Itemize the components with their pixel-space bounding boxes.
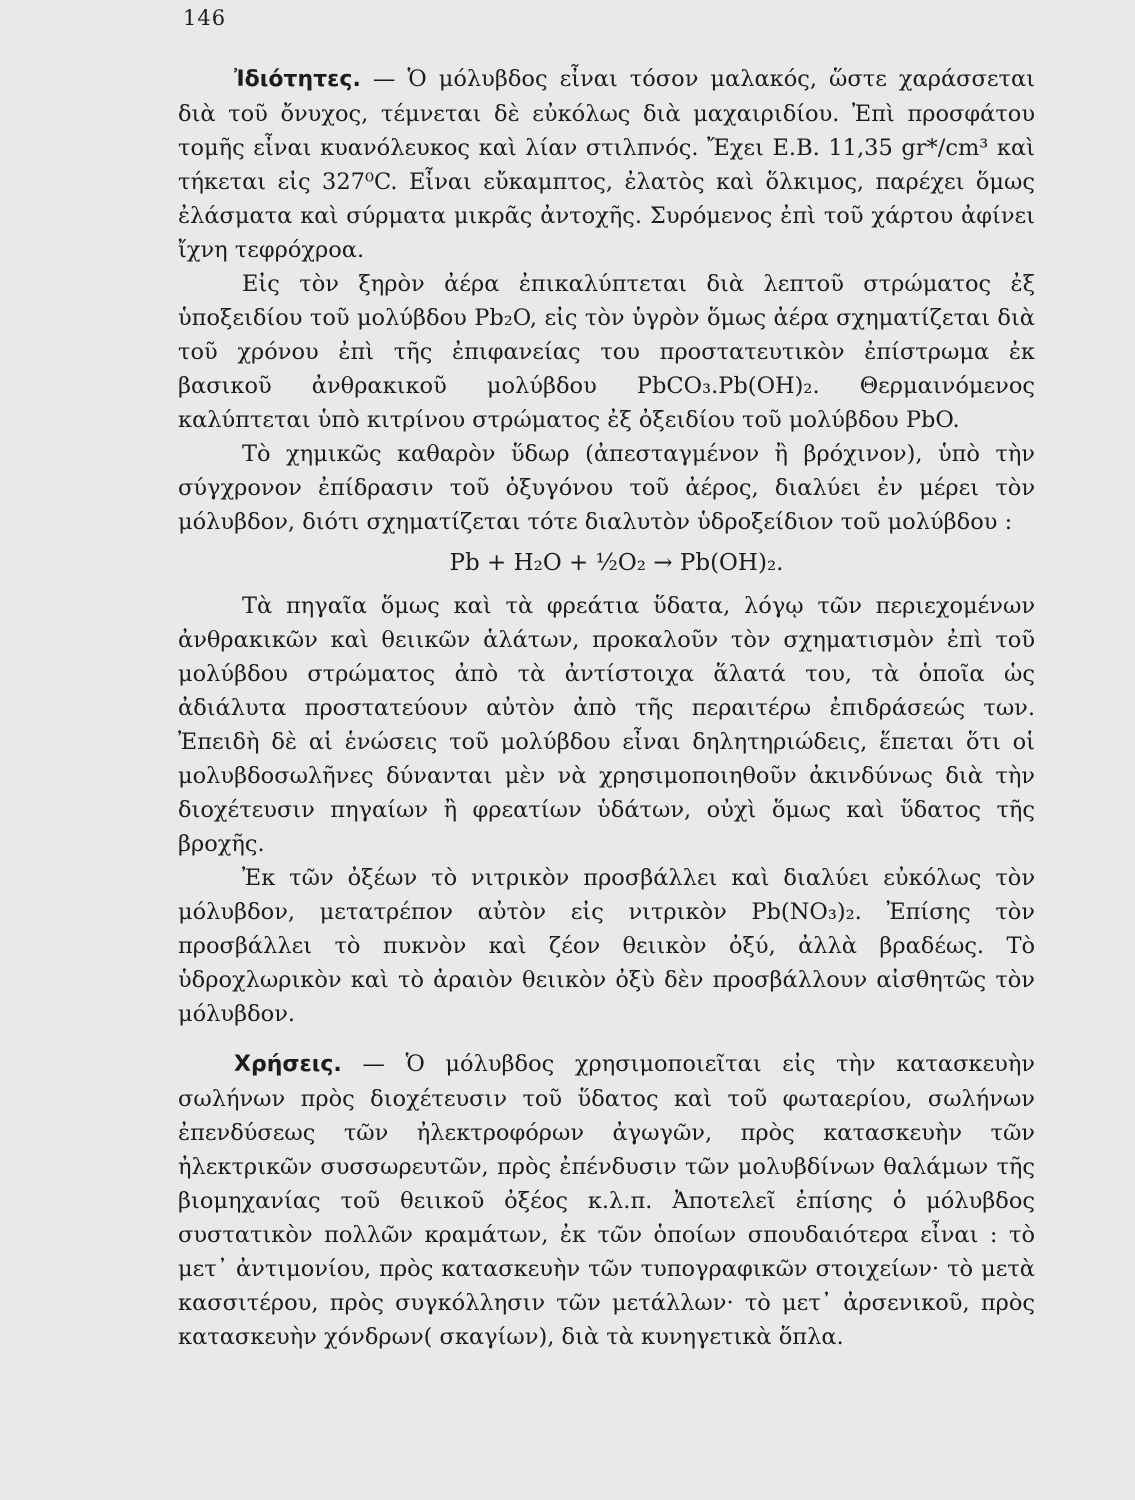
uses-paragraph [178, 1047, 1035, 1354]
properties-paragraph-5: Ἐκ τῶν ὀξέων τὸ νιτρικὸν προσβάλλει καὶ διαλύει εὐκόλως τὸν μόλυβδον, μετατρέπον αὐτὸν εἰς νιτρικὸν Pb(NO₃)₂. Ἐπίσης τὸν προσβάλλει τὸ πυκνὸν καὶ ζέον θειικὸν ὀξύ, ἀλλὰ βραδέως. Τὸ ὑδροχλωρικὸν καὶ τὸ ἀραιὸν θειικὸν ὀξὺ δὲν προσβάλλουν αἰσθητῶς τὸν μόλυβδον. [178, 865, 1035, 1027]
properties-paragraph-2: Εἰς τὸν ξηρὸν ἀέρα ἐπικαλύπτεται διὰ λεπτοῦ στρώματος ἐξ ὑποξειδίου τοῦ μολύβδου Pb₂O, εἰς τὸν ὑγρὸν ὅμως ἀέρα σχηματίζεται διὰ τοῦ χρόνου ἐπὶ τῆς ἐπιφανείας του προστατευτικὸν ἐπίστρωμα ἐκ βασικοῦ ἀνθρακικοῦ μολύβδου PbCO₃.Pb(OH)₂. Θερμαινόμενος καλύπτεται ὑπὸ κιτρίνου στρώματος ἐξ ὀξειδίου τοῦ μολύβδου PbO. [178, 271, 1035, 433]
uses-heading: Χρήσεις. [234, 1052, 342, 1077]
properties-text-1: — Ὁ μόλυβδος εἶναι τόσον μαλακός, ὥστε χαράσσεται διὰ τοῦ ὄνυχος, τέμνεται δὲ εὐκόλως διὰ μαχαιριδίου. Ἐπὶ προσφάτου τομῆς εἶναι κυανόλευκος καὶ λίαν στιλπνός. Ἔχει Ε.Β. 11,35 gr*/cm³ καὶ τήκεται εἰς 327⁰C. Εἶναι εὔκαμπτος, ἐλατὸς καὶ ὅλκιμος, παρέχει ὅμως ἐλάσματα καὶ σύρματα μικρᾶς ἀντοχῆς. Συρόμενος ἐπὶ τοῦ χάρτου ἀφίνει ἴχνη τεφρόχροα. [178, 66, 1035, 263]
reaction-equation: Pb + H₂O + ½O₂ → Pb(OH)₂. [449, 550, 784, 576]
page-number: 146 [183, 6, 227, 30]
uses-text: — Ὁ μόλυβδος χρησιμοποιεῖται εἰς τὴν κατασκευὴν σωλήνων πρὸς διοχέτευσιν τοῦ ὕδατος καὶ τοῦ φωταερίου, σωλήνων ἐπενδύσεως τῶν ἠλεκτροφόρων ἀγωγῶν, πρὸς κατασκευὴν τῶν ἠλεκτρικῶν συσσωρευτῶν, πρὸς ἐπένδυσιν τῶν μολυβδίνων θαλάμων τῆς βιομηχανίας τοῦ θειικοῦ ὀξέος κ.λ.π. Ἀποτελεῖ ἐπίσης ὁ μόλυβδος συστατικὸν πολλῶν κραμάτων, ἐκ τῶν ὁποίων σπουδαιότερα εἶναι : τὸ μετ᾽ ἀντιμονίου, πρὸς κατασκευὴν τῶν τυπογραφικῶν στοιχείων· τὸ μετὰ κασσιτέρου, πρὸς συγκόλλησιν τῶν μετάλλων· τὸ μετ᾽ ἀρσενικοῦ, πρὸς κατασκευὴν χόνδρων( σκαγίων), διὰ τὰ κυνηγετικὰ ὅπλα. [178, 1051, 1035, 1350]
properties-heading: Ἰδιότητες. [234, 67, 361, 92]
properties-paragraph-3: Τὸ χημικῶς καθαρὸν ὕδωρ (ἀπεσταγμένον ἢ βρόχινον), ὑπὸ τὴν σύγχρονον ἐπίδρασιν τοῦ ὀξυγόνου τοῦ ἀέρος, διαλύει ἐν μέρει τὸν μόλυβδον, διότι σχηματίζεται τότε διαλυτὸν ὑδροξείδιον τοῦ μολύβδου : [178, 441, 1035, 535]
section-gap [178, 1031, 1035, 1047]
properties-paragraph-1 [178, 62, 1035, 267]
properties-paragraph-4: Τὰ πηγαῖα ὅμως καὶ τὰ φρεάτια ὕδατα, λόγῳ τῶν περιεχομένων ἀνθρακικῶν καὶ θειικῶν ἁλάτων, προκαλοῦν τὸν σχηματισμὸν ἐπὶ τοῦ μολύβδου στρώματος ἀπὸ τὰ ἀντίστοιχα ἅλατά του, τὰ ὁποῖα ὡς ἀδιάλυτα προστατεύουν αὐτὸν ἀπὸ τῆς περαιτέρω ἐπιδράσεώς των. Ἐπειδὴ δὲ αἱ ἑνώσεις τοῦ μολύβδου εἶναι δηλητηριώδεις, ἕπεται ὅτι οἱ μολυβδοσωλῆνες δύνανται μὲν νὰ χρησιμοποιηθοῦν ἀκινδύνως διὰ τὴν διοχέτευσιν πηγαίων ἢ φρεατίων ὑδάτων, οὐχὶ ὅμως καὶ ὕδατος τῆς βροχῆς. [178, 593, 1035, 857]
page-body [178, 62, 1035, 1354]
